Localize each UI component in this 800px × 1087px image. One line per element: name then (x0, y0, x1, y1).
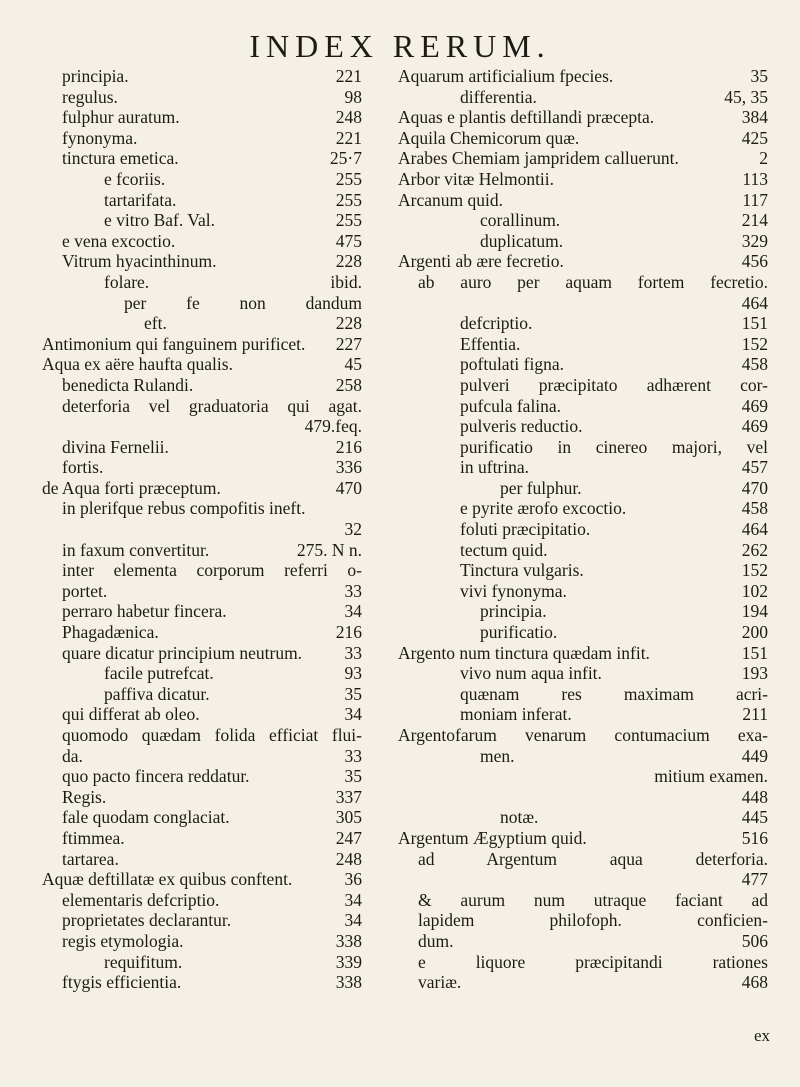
index-entry (398, 293, 768, 314)
index-entry (42, 87, 362, 108)
entry-page-number: 336 (335, 457, 362, 478)
index-entry (42, 457, 362, 478)
entry-text: in uftrina. (460, 457, 530, 478)
entry-page-number: 216 (335, 436, 362, 457)
entry-text: Arcanum quid. (398, 189, 503, 210)
entry-page-number: 305 (335, 807, 362, 828)
entry-page-number: 470 (335, 477, 362, 498)
entry-text: portet. (62, 580, 108, 601)
entry-text: vivo num aqua infit. (460, 663, 602, 684)
entry-text: purificatio. (480, 622, 558, 643)
entry-text: deterforia vel graduatoria qui agat. (62, 395, 362, 416)
left-column (42, 66, 362, 993)
index-entry (398, 375, 768, 396)
entry-text: Aqua ex aëre haufta qualis. (42, 354, 233, 375)
entry-page-number: 255 (335, 189, 362, 210)
index-entry (42, 148, 362, 169)
entry-page-number: 211 (742, 704, 768, 725)
index-entry (398, 746, 768, 767)
index-entry (42, 869, 362, 890)
index-entry (398, 849, 768, 870)
entry-text: tartarifata. (104, 189, 177, 210)
index-entry (398, 807, 768, 828)
entry-page-number: 33 (344, 580, 362, 601)
entry-page-number: 258 (335, 374, 362, 395)
entry-text: e fcoriis. (104, 168, 166, 189)
index-entry (398, 169, 768, 190)
entry-page-number: 194 (741, 601, 768, 622)
entry-text: defcriptio. (460, 313, 533, 334)
entry-text: moniam inferat. (460, 704, 572, 725)
entry-page-number: 25·7 (329, 148, 362, 169)
index-entry (42, 684, 362, 705)
index-entry (398, 828, 768, 849)
entry-page-number: 456 (741, 251, 768, 272)
entry-page-number: 337 (335, 786, 362, 807)
entry-page-number: 152 (741, 333, 768, 354)
index-entry (398, 622, 768, 643)
entry-page-number: 35 (750, 66, 768, 86)
index-entry (398, 251, 768, 272)
entry-text: facile putrefcat. (104, 663, 214, 684)
entry-page-number: 445 (741, 807, 768, 828)
entry-text: eft. (144, 313, 167, 334)
entry-page-number: 45 (344, 354, 362, 375)
entry-page-number: 262 (741, 539, 768, 560)
index-entry (42, 849, 362, 870)
entry-text: tartarea. (62, 848, 119, 869)
entry-text: Antimonium qui fanguinem purificet. (42, 333, 306, 354)
entry-page-number: 247 (335, 827, 362, 848)
entry-text: regis etymologia. (62, 930, 184, 951)
entry-text: 479.feq. (304, 416, 362, 437)
entry-page-number: ibid. (330, 271, 362, 292)
entry-page-number: 117 (742, 189, 768, 210)
entry-page-number: 35 (344, 766, 362, 787)
entry-text: ab auro per aquam fortem fecretio. (418, 271, 768, 292)
index-entry (42, 725, 362, 746)
index-entry (398, 107, 768, 128)
index-entry (42, 622, 362, 643)
index-entry (398, 437, 768, 458)
entry-text: principia. (62, 66, 129, 86)
entry-page-number: 113 (742, 168, 768, 189)
entry-text: Aquas e plantis deftillandi præcepta. (398, 107, 655, 128)
entry-page-number: 36 (344, 869, 362, 890)
entry-text: qui differat ab oleo. (62, 704, 200, 725)
entry-page-number: 425 (741, 127, 768, 148)
entry-page-number: 221 (335, 127, 362, 148)
entry-text: corallinum. (480, 210, 561, 231)
index-entry (42, 704, 362, 725)
index-entry (42, 231, 362, 252)
index-entry (42, 601, 362, 622)
index-entry (42, 66, 362, 87)
entry-text: tinctura emetica. (62, 148, 179, 169)
index-entry (42, 890, 362, 911)
index-entry (398, 684, 768, 705)
index-entry (42, 416, 362, 437)
index-entry (398, 416, 768, 437)
entry-text: ad Argentum aqua deterforia. (418, 848, 768, 869)
entry-text: quomodo quædam folida efficiat flui- (62, 725, 362, 745)
index-entry (42, 931, 362, 952)
entry-text: purificatio in cinereo majori, vel (460, 436, 768, 457)
entry-text: folare. (104, 271, 150, 292)
index-entry (42, 519, 362, 540)
index-entry (398, 725, 768, 746)
entry-text: Aquarum artificialium fpecies. (398, 66, 614, 86)
entry-text: fortis. (62, 457, 104, 478)
entry-text: Phagadænica. (62, 622, 159, 643)
entry-text: de Aqua forti præceptum. (42, 477, 221, 498)
entry-text: Argenti ab ære fecretio. (398, 251, 564, 272)
index-entry (398, 581, 768, 602)
entry-text: Effentia. (460, 333, 521, 354)
entry-text: ftimmea. (62, 827, 125, 848)
entry-page-number: 34 (344, 910, 362, 931)
entry-text: da. (62, 745, 83, 766)
index-entry (42, 498, 362, 519)
index-entry (42, 334, 362, 355)
entry-text: men. (480, 745, 515, 766)
entry-text: Argentum Ægyptium quid. (398, 827, 587, 848)
index-entry (42, 910, 362, 931)
right-column (398, 66, 768, 993)
entry-page-number: 193 (741, 663, 768, 684)
entry-text: quænam res maximam acri- (460, 683, 768, 704)
index-entry (42, 169, 362, 190)
entry-text: mitium examen. (654, 766, 768, 787)
entry-page-number: 458 (741, 498, 768, 519)
entry-text: 477 (741, 869, 768, 890)
entry-text: benedicta Rulandi. (62, 374, 194, 395)
entry-text: 448 (741, 786, 768, 807)
entry-page-number: 248 (335, 848, 362, 869)
index-entry (42, 293, 362, 314)
index-entry (42, 354, 362, 375)
entry-page-number: 35 (344, 683, 362, 704)
entry-page-number: 151 (741, 313, 768, 334)
entry-text: quo pacto fincera reddatur. (62, 766, 250, 787)
catchword: ex (753, 1026, 770, 1045)
index-entry (42, 478, 362, 499)
entry-text: variæ. (418, 972, 462, 993)
index-entry (398, 787, 768, 808)
entry-page-number: 470 (741, 477, 768, 498)
entry-page-number: 469 (741, 395, 768, 416)
entry-page-number: 329 (741, 230, 768, 251)
entry-page-number: 338 (335, 930, 362, 951)
entry-text: e pyrite ærofo excoctio. (460, 498, 627, 519)
entry-page-number: 384 (741, 107, 768, 128)
entry-page-number: 248 (335, 107, 362, 128)
index-entry (398, 272, 768, 293)
entry-page-number: 221 (335, 66, 362, 86)
index-entry (398, 210, 768, 231)
entry-text: pulveri præcipitato adhærent cor- (460, 374, 768, 395)
index-entry (398, 910, 768, 931)
entry-page-number: 200 (741, 622, 768, 643)
entry-page-number: 255 (335, 210, 362, 231)
entry-text: fale quodam conglaciat. (62, 807, 230, 828)
entry-text: paffiva dicatur. (104, 683, 210, 704)
entry-page-number: 214 (741, 210, 768, 231)
entry-text: elementaris defcriptio. (62, 889, 220, 910)
index-entry (398, 931, 768, 952)
index-entry (42, 272, 362, 293)
entry-text: fulphur auratum. (62, 107, 180, 128)
entry-page-number: 93 (344, 663, 362, 684)
index-entry (42, 375, 362, 396)
index-entry (398, 334, 768, 355)
index-entry (42, 107, 362, 128)
entry-page-number: 34 (344, 889, 362, 910)
entry-text: Vitrum hyacinthinum. (62, 251, 217, 272)
index-entry (42, 437, 362, 458)
index-entry (42, 210, 362, 231)
entry-text: tectum quid. (460, 539, 548, 560)
index-entry (42, 952, 362, 973)
entry-page-number: 475 (335, 230, 362, 251)
entry-page-number: 102 (741, 580, 768, 601)
entry-page-number: 516 (741, 827, 768, 848)
index-entry (398, 354, 768, 375)
entry-text: pufcula falina. (460, 395, 562, 416)
entry-page-number: 216 (335, 622, 362, 643)
entry-text: e liquore præcipitandi rationes (418, 951, 768, 972)
index-entry (42, 643, 362, 664)
index-entry (42, 190, 362, 211)
entry-text: e vena excoctio. (62, 230, 176, 251)
index-entry (42, 972, 362, 993)
entry-text: vivi fynonyma. (460, 580, 567, 601)
index-entry (42, 540, 362, 561)
entry-text: Aquila Chemicorum quæ. (398, 127, 580, 148)
entry-page-number: 98 (344, 86, 362, 107)
entry-text: dum. (418, 930, 454, 951)
index-entry (398, 478, 768, 499)
entry-page-number: 2 (759, 148, 768, 169)
index-entry (398, 457, 768, 478)
index-entry (398, 498, 768, 519)
entry-text: Argentofarum venarum contumacium exa- (398, 725, 768, 745)
entry-text: Regis. (62, 786, 107, 807)
entry-page-number: 228 (335, 251, 362, 272)
index-entry (42, 560, 362, 581)
page-title: INDEX RERUM. (249, 28, 551, 64)
index-entry (398, 869, 768, 890)
entry-page-number: 33 (344, 642, 362, 663)
index-entry (398, 190, 768, 211)
index-entry (398, 663, 768, 684)
entry-text: Tinctura vulgaris. (460, 560, 584, 581)
index-entry (398, 972, 768, 993)
entry-page-number: 152 (741, 560, 768, 581)
index-entry (42, 766, 362, 787)
entry-page-number: 151 (741, 642, 768, 663)
index-entry (42, 396, 362, 417)
index-entry (42, 128, 362, 149)
index-entry (42, 787, 362, 808)
entry-text: perraro habetur fincera. (62, 601, 227, 622)
entry-text: per fe non dandum (124, 292, 362, 313)
index-entry (398, 128, 768, 149)
index-entry (398, 890, 768, 911)
index-entry (398, 601, 768, 622)
index-entry (398, 519, 768, 540)
entry-page-number: 464 (741, 519, 768, 540)
index-entry (398, 87, 768, 108)
entry-text: Arbor vitæ Helmontii. (398, 168, 555, 189)
entry-text: pulveris reductio. (460, 416, 583, 437)
entry-page-number: 339 (335, 951, 362, 972)
entry-page-number: 255 (335, 168, 362, 189)
entry-text: foluti præcipitatio. (460, 519, 591, 540)
entry-text: Argento num tinctura quædam infit. (398, 642, 650, 663)
entry-text: requifitum. (104, 951, 183, 972)
entry-page-number: 34 (344, 601, 362, 622)
index-entry (42, 828, 362, 849)
entry-text: e vitro Baf. Val. (104, 210, 215, 231)
entry-text: divina Fernelii. (62, 436, 169, 457)
index-entry (398, 766, 768, 787)
entry-text: principia. (480, 601, 547, 622)
entry-text: per fulphur. (500, 477, 582, 498)
index-entry (42, 807, 362, 828)
index-entry (42, 746, 362, 767)
entry-page-number: 228 (335, 313, 362, 334)
index-entry (398, 560, 768, 581)
entry-text: quare dicatur principium neutrum. (62, 642, 303, 663)
index-entry (42, 581, 362, 602)
entry-page-number: 275. N n. (296, 539, 362, 560)
entry-text: in faxum convertitur. (62, 539, 210, 560)
index-entry (398, 540, 768, 561)
index-entry (42, 663, 362, 684)
entry-text: lapidem philofoph. conficien- (418, 910, 768, 931)
index-entry (398, 704, 768, 725)
entry-page-number: 338 (335, 972, 362, 993)
entry-text: notæ. (500, 807, 539, 828)
entry-page-number: 449 (741, 745, 768, 766)
index-entry (398, 148, 768, 169)
entry-text: differentia. (460, 86, 537, 107)
entry-text: 32 (344, 519, 362, 540)
entry-page-number: 468 (741, 972, 768, 993)
entry-text: Aquæ deftillatæ ex quibus conftent. (42, 869, 293, 890)
entry-text: & aurum num utraque faciant ad (418, 889, 768, 910)
index-entry (42, 313, 362, 334)
entry-text: regulus. (62, 86, 118, 107)
index-entry (398, 396, 768, 417)
entry-page-number: 45, 35 (724, 86, 768, 107)
entry-page-number: 33 (344, 745, 362, 766)
entry-page-number: 458 (741, 354, 768, 375)
entry-text: proprietates declarantur. (62, 910, 232, 931)
index-entry (398, 231, 768, 252)
index-entry (398, 66, 768, 87)
entry-text: fynonyma. (62, 127, 138, 148)
index-entry (398, 643, 768, 664)
entry-text: ftygis efficientia. (62, 972, 182, 993)
entry-page-number: 469 (741, 416, 768, 437)
entry-text: duplicatum. (480, 230, 564, 251)
entry-page-number: 506 (741, 930, 768, 951)
entry-page-number: 227 (335, 333, 362, 354)
index-entry (398, 313, 768, 334)
index-entry (398, 952, 768, 973)
entry-text: inter elementa corporum referri o- (62, 560, 362, 581)
entry-text: 464 (741, 292, 768, 313)
entry-text: poftulati figna. (460, 354, 565, 375)
entry-page-number: 457 (741, 457, 768, 478)
entry-page-number: 34 (344, 704, 362, 725)
entry-text: Arabes Chemiam jampridem calluerunt. (398, 148, 679, 169)
entry-text: in plerifque rebus compofitis ineft. (62, 498, 306, 519)
index-entry (42, 251, 362, 272)
